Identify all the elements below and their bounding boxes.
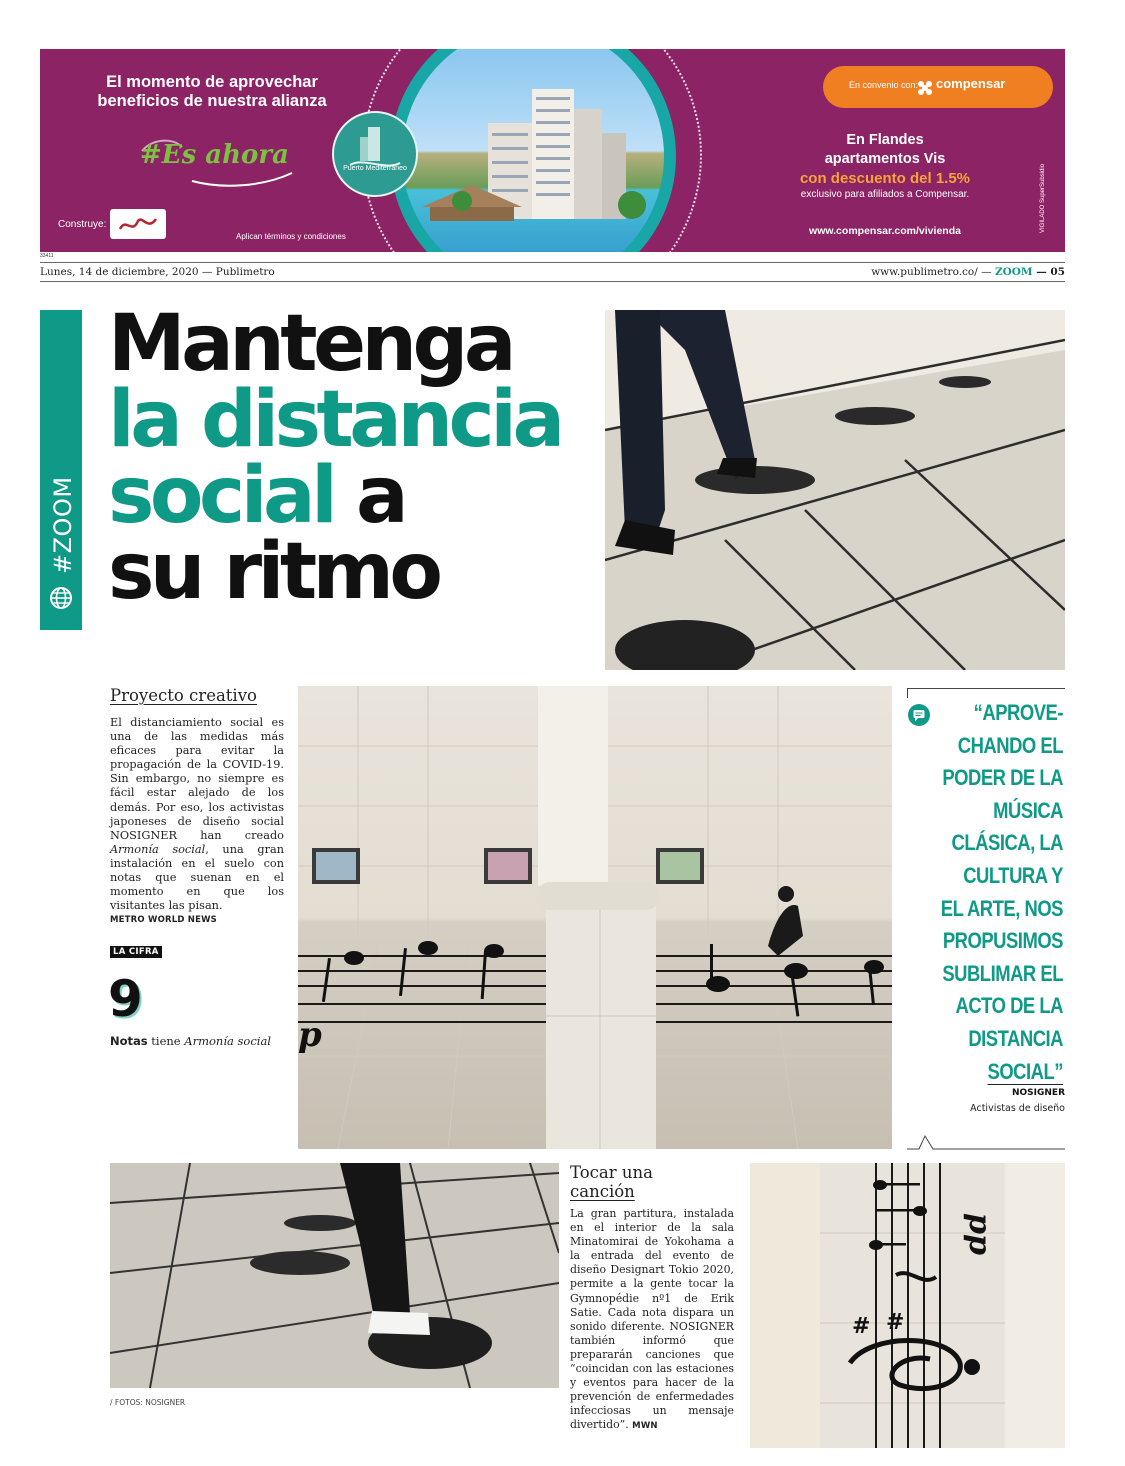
la-cifra-tag: LA CIFRA [110, 946, 162, 958]
partner-pill [823, 66, 1053, 108]
vigilado-label: VIGILADO SuperSubsidio [1040, 163, 1046, 233]
globe-icon [49, 586, 73, 610]
es-ahora-logo [132, 129, 302, 199]
photo-music-installation [298, 686, 892, 1149]
photo-walking-legs [605, 310, 1065, 670]
headline-line-4: su ritmo [108, 527, 439, 617]
speech-bubble-icon [907, 703, 931, 727]
ad-headline: El momento de aprovechar beneficios de nuestra alianza [97, 73, 327, 110]
ad-code: 33411 [40, 253, 54, 259]
photo-sneaker-step [110, 1163, 559, 1388]
building-illustration [402, 49, 664, 252]
subhead-proyecto-creativo: Proyecto creativo [110, 686, 257, 705]
svg-text:p: p [298, 1015, 322, 1055]
article-body-1: El distanciamiento social es una de las medidas más eficaces para evitar la propagación de la COVID-19. Sin embargo, no siempre es fácil estar alejado de los demás. Por eso, los activistas japoneses de diseño social NOSIGNER han creado Armonía social, una gran instalación en el suelo con notas que suenan en el momento en que los visitantes las pisan. METRO WORLD NEWS [110, 716, 284, 927]
la-cifra-number: 9 [108, 970, 143, 1028]
section-tab-label: #ZOOM [49, 476, 77, 574]
folio-section: ZOOM [994, 266, 1033, 278]
svg-text:#: # [852, 1314, 871, 1339]
construye-label: Construye: [58, 219, 107, 230]
folio-right [871, 266, 1065, 278]
headline-line-1: Mantenga [108, 299, 512, 389]
folio-site[interactable]: www.publimetro.co/ — [871, 266, 995, 278]
sneaker-step-illustration [110, 1163, 559, 1388]
quote-top-rule [907, 688, 1065, 689]
headline-line-3: social a [108, 451, 405, 541]
folio-page: — 05 [1032, 266, 1065, 278]
photo-credit: / FOTOS: NOSIGNER [110, 1398, 186, 1407]
partner-name: compensar [936, 76, 1006, 91]
quote-bottom-rule [907, 1128, 1065, 1150]
ad-offer: En Flandes apartamentos Vis con descuento del 1.5% exclusivo para afiliados a Compensar. [799, 132, 971, 200]
partner-label: En convenio con: [849, 80, 919, 90]
quote-left-rule [907, 688, 908, 698]
credit-metro-world-news: METRO WORLD NEWS [110, 915, 217, 926]
ad-url-link[interactable]: www.compensar.com/vivienda [809, 225, 961, 237]
ad-building-photo [390, 49, 676, 252]
ad-terms: Aplican términos y condiciones [236, 232, 346, 241]
quote-last-line: SOCIAL” [987, 1058, 1063, 1084]
pull-quote [907, 688, 1067, 1150]
quote-role: Activistas de diseño [970, 1103, 1065, 1114]
project-seal-text: Puerto Mediterráneo [343, 165, 407, 172]
page-title [108, 299, 598, 617]
headline-line-2: la distancia [108, 375, 561, 465]
project-seal [332, 111, 418, 197]
builder-logo [110, 209, 166, 239]
folio-date: Lunes, 14 de diciembre, 2020 — Publimetro [40, 266, 275, 278]
compensar-logo-icon [915, 78, 935, 98]
treble-clef-illustration [750, 1163, 1065, 1448]
quote-author: NOSIGNER [1011, 1088, 1065, 1098]
svg-text:pp: pp [962, 1213, 997, 1255]
page-folio [40, 262, 1065, 282]
advertisement-banner[interactable] [40, 49, 1065, 252]
article-body-2: La gran partitura, instalada en el interior de la sala Minatomirai de Yokohama a la entrada del evento de diseño Designart Tokio 2020, permite a la gente tocar la Gymnopédie nº1 de Erik Satie. Cada nota dispara un sonido diferente. NOSIGNER también informó que prepararán canciones que “coincidan con las estaciones y eventos para hacer de la prevención de enfermedades infecciosas un mensaje divertido”. MWN [570, 1207, 734, 1432]
section-tab [40, 310, 82, 630]
subhead-tocar-una-cancion: Tocar una canción [570, 1163, 653, 1201]
quote-text: “APROVE- CHANDO EL PODER DE LA MÚSICA CLÁSICA, LA CULTURA Y EL ARTE, NOS PROPUSIMOS SUBLIMAR EL ACTO DE LA DISTANCIA SOCIAL” [940, 700, 1063, 1084]
music-staff-illustration [298, 686, 892, 1149]
svg-text:#: # [886, 1310, 905, 1335]
walking-legs-illustration [605, 310, 1065, 670]
photo-treble-clef [750, 1163, 1065, 1448]
la-cifra-caption: Notas tiene Armonía social [110, 1034, 271, 1048]
credit-mwn: MWN [632, 1421, 658, 1432]
building-seal-icon [334, 113, 416, 195]
es-ahora-tag: #Es ahora [140, 140, 289, 170]
